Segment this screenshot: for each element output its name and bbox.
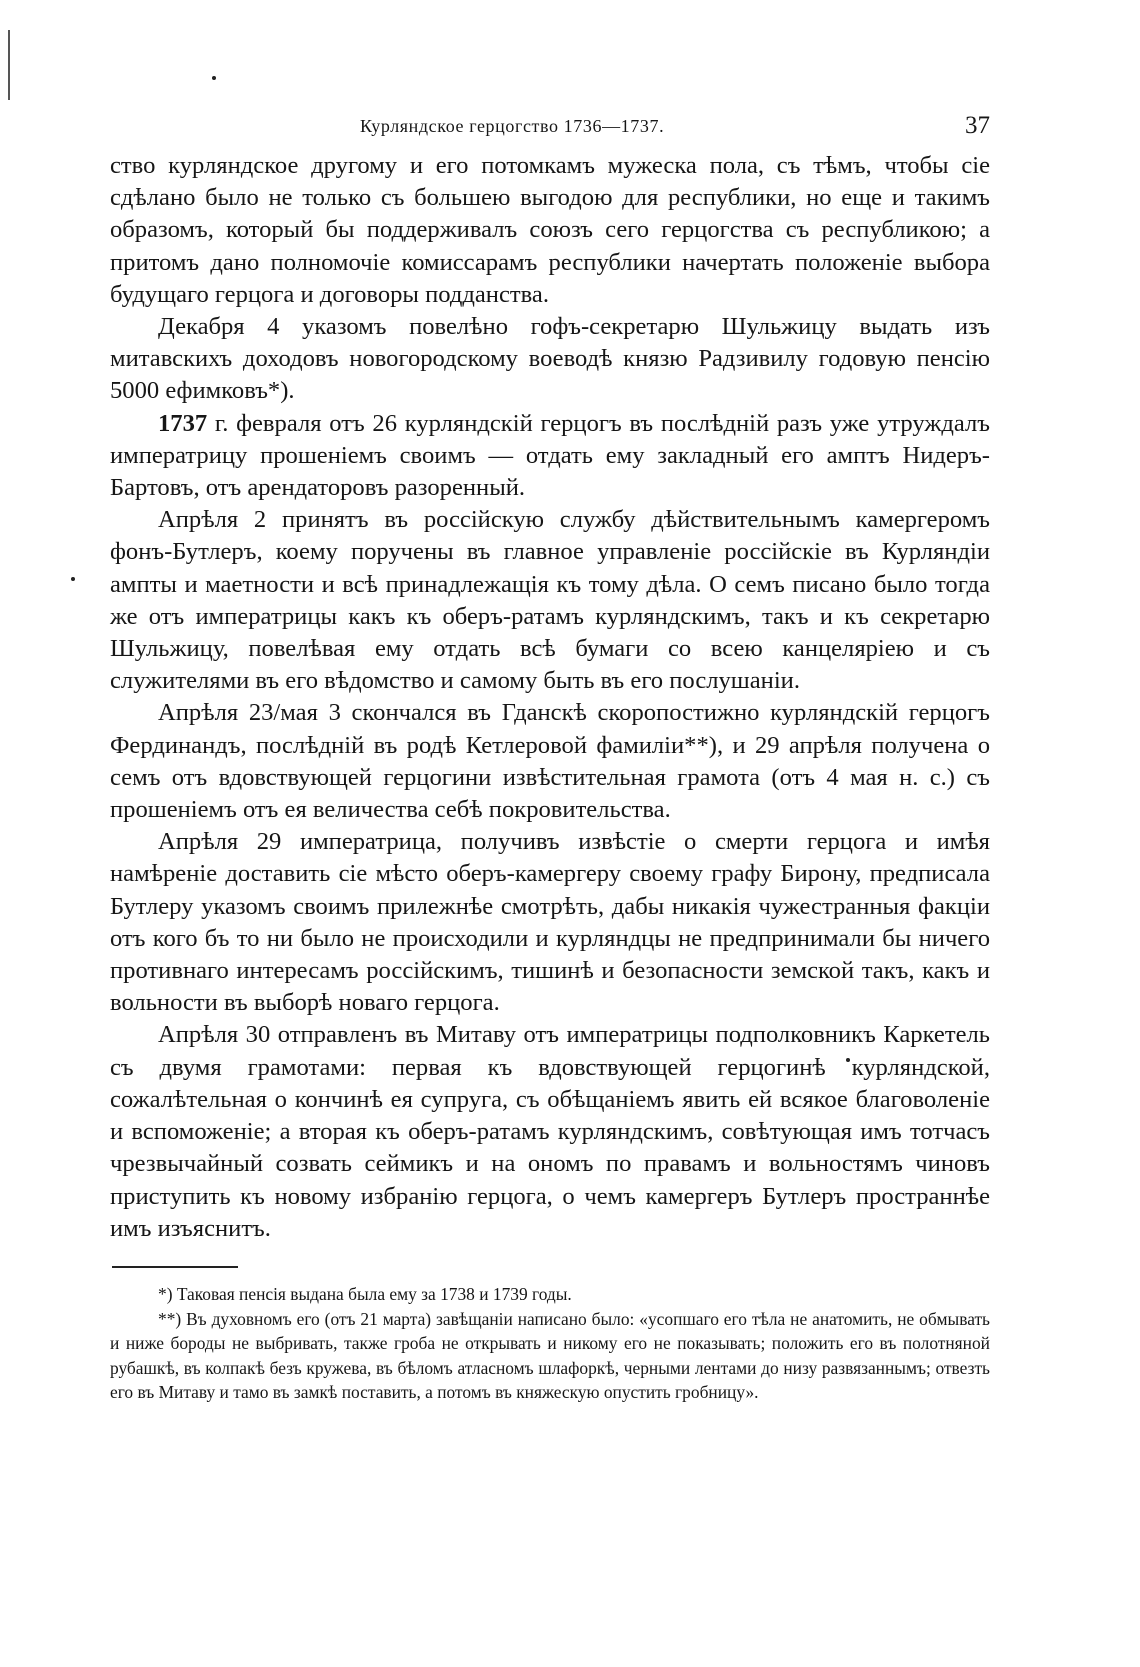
year-heading: 1737 <box>158 409 208 437</box>
paragraph: Апрѣля 30 отправленъ въ Митаву отъ императрицы подполковникъ Каркетель съ двумя грамотами: первая къ вдовствующей герцогинѣ курляндской, сожалѣтельная о кончинѣ ея супруга, съ обѣщанiемъ явить ей всякое благоволенiе и вспоможенiе; а вторая къ оберъ-ратамъ курляндскимъ, совѣтующая имъ тотчасъ чрезвычайный созвать сеймикъ и на ономъ по правамъ и вольностямъ чиновъ приступить къ новому избранiю герцога, о чемъ камергеръ Бутлеръ пространнѣе имъ изъяснитъ. <box>110 1021 990 1242</box>
paragraph: Декабря 4 указомъ повелѣно гофъ-секретарю Шульжицу выдать изъ митавскихъ доходовъ новогородскому воеводѣ князю Радзивилу годовую пенсiю 5000 ефимковъ*). <box>110 313 990 405</box>
page-number: 37 <box>965 112 990 139</box>
footnote: **) Въ духовномъ его (отъ 21 марта) завѣщанiи написано было: «усопшаго его тѣла не анатомить, не обмывать и ниже бороды не выбривать, также гроба не открывать и никому его не показывать; положить его въ полотняной рубашкѣ, въ колпакѣ безъ кружева, въ бѣломъ атласномъ шлафоркѣ, черными лентами до низу развязаннымъ; отвезть его въ Митаву и тамо въ замкѣ поставить, а потомъ въ княжескую опустить гробницу». <box>110 1308 990 1403</box>
page-header <box>110 112 990 142</box>
footnote-separator <box>112 1266 238 1268</box>
body-text <box>110 150 990 1245</box>
footnotes <box>110 1282 990 1405</box>
running-title: Курляндское герцогство 1736—1737. <box>360 116 665 136</box>
scan-speck <box>71 577 75 581</box>
paragraph: Апрѣля 29 императрица, получивъ извѣстiе о смерти герцога и имѣя намѣренiе доставить сiе мѣсто оберъ-камергеру своему графу Бирону, предписала Бутлеру указомъ своимъ прилежнѣе смотрѣть, дабы никакiя чужестранныя факцiи отъ кого бъ то ни было не происходили и курляндцы не предпринимали бы ничего противнаго интересамъ россiйскимъ, тишинѣ и безопасности земской такъ, какъ и вольности въ выборѣ новаго герцога. <box>110 828 990 1017</box>
scan-speck <box>212 76 216 80</box>
paragraph <box>110 408 990 505</box>
paragraph: Апрѣля 23/мая 3 скончался въ Гданскѣ скоропостижно курляндскiй герцогъ Фердинандъ, послѣднiй въ родѣ Кетлеровой фамилiи**), и 29 апрѣля получена о семъ отъ вдовствующей герцогини извѣстительная грамота (отъ 4 мая н. с.) съ прошенiемъ отъ ея величества себѣ покровительства. <box>110 699 990 824</box>
scan-edge-mark <box>8 30 10 100</box>
footnote: *) Таковая пенсiя выдана была ему за 1738 и 1739 годы. <box>158 1284 572 1304</box>
paragraph-text: г. февраля отъ 26 курляндскiй герцогъ въ послѣднiй разъ уже утруждалъ императрицу прошенiемъ своимъ — отдать ему закладный его амптъ Нидеръ-Бартовъ, отъ арендаторовъ разоренный. <box>110 409 990 502</box>
paragraph: ство курляндское другому и его потомкамъ мужеска пола, съ тѣмъ, чтобы сiе сдѣлано было не только съ большею выгодою для республики, но еще и такимъ образомъ, который бы поддерживалъ союзъ сего герцогства съ республикою; а притомъ дано полномочiе комиссарамъ республики начертать положенiе выбора будущаго герцога и договоры подданства. <box>110 152 990 308</box>
paragraph: Апрѣля 2 принятъ въ россiйскую службу дѣйствительнымъ камергеромъ фонъ-Бутлеръ, коему поручены въ главное управленiе россiйскiе въ Курляндiи ампты и маетности и всѣ принадлежащiя къ тому дѣла. О семъ писано было тогда же отъ императрицы какъ къ оберъ-ратамъ курляндскимъ, такъ и къ секретарю Шульжицу, повелѣвая ему отдать всѣ бумаги со всею канцелярiею и съ служителями въ его вѣдомство и самому быть въ его послушанiи. <box>110 506 990 695</box>
